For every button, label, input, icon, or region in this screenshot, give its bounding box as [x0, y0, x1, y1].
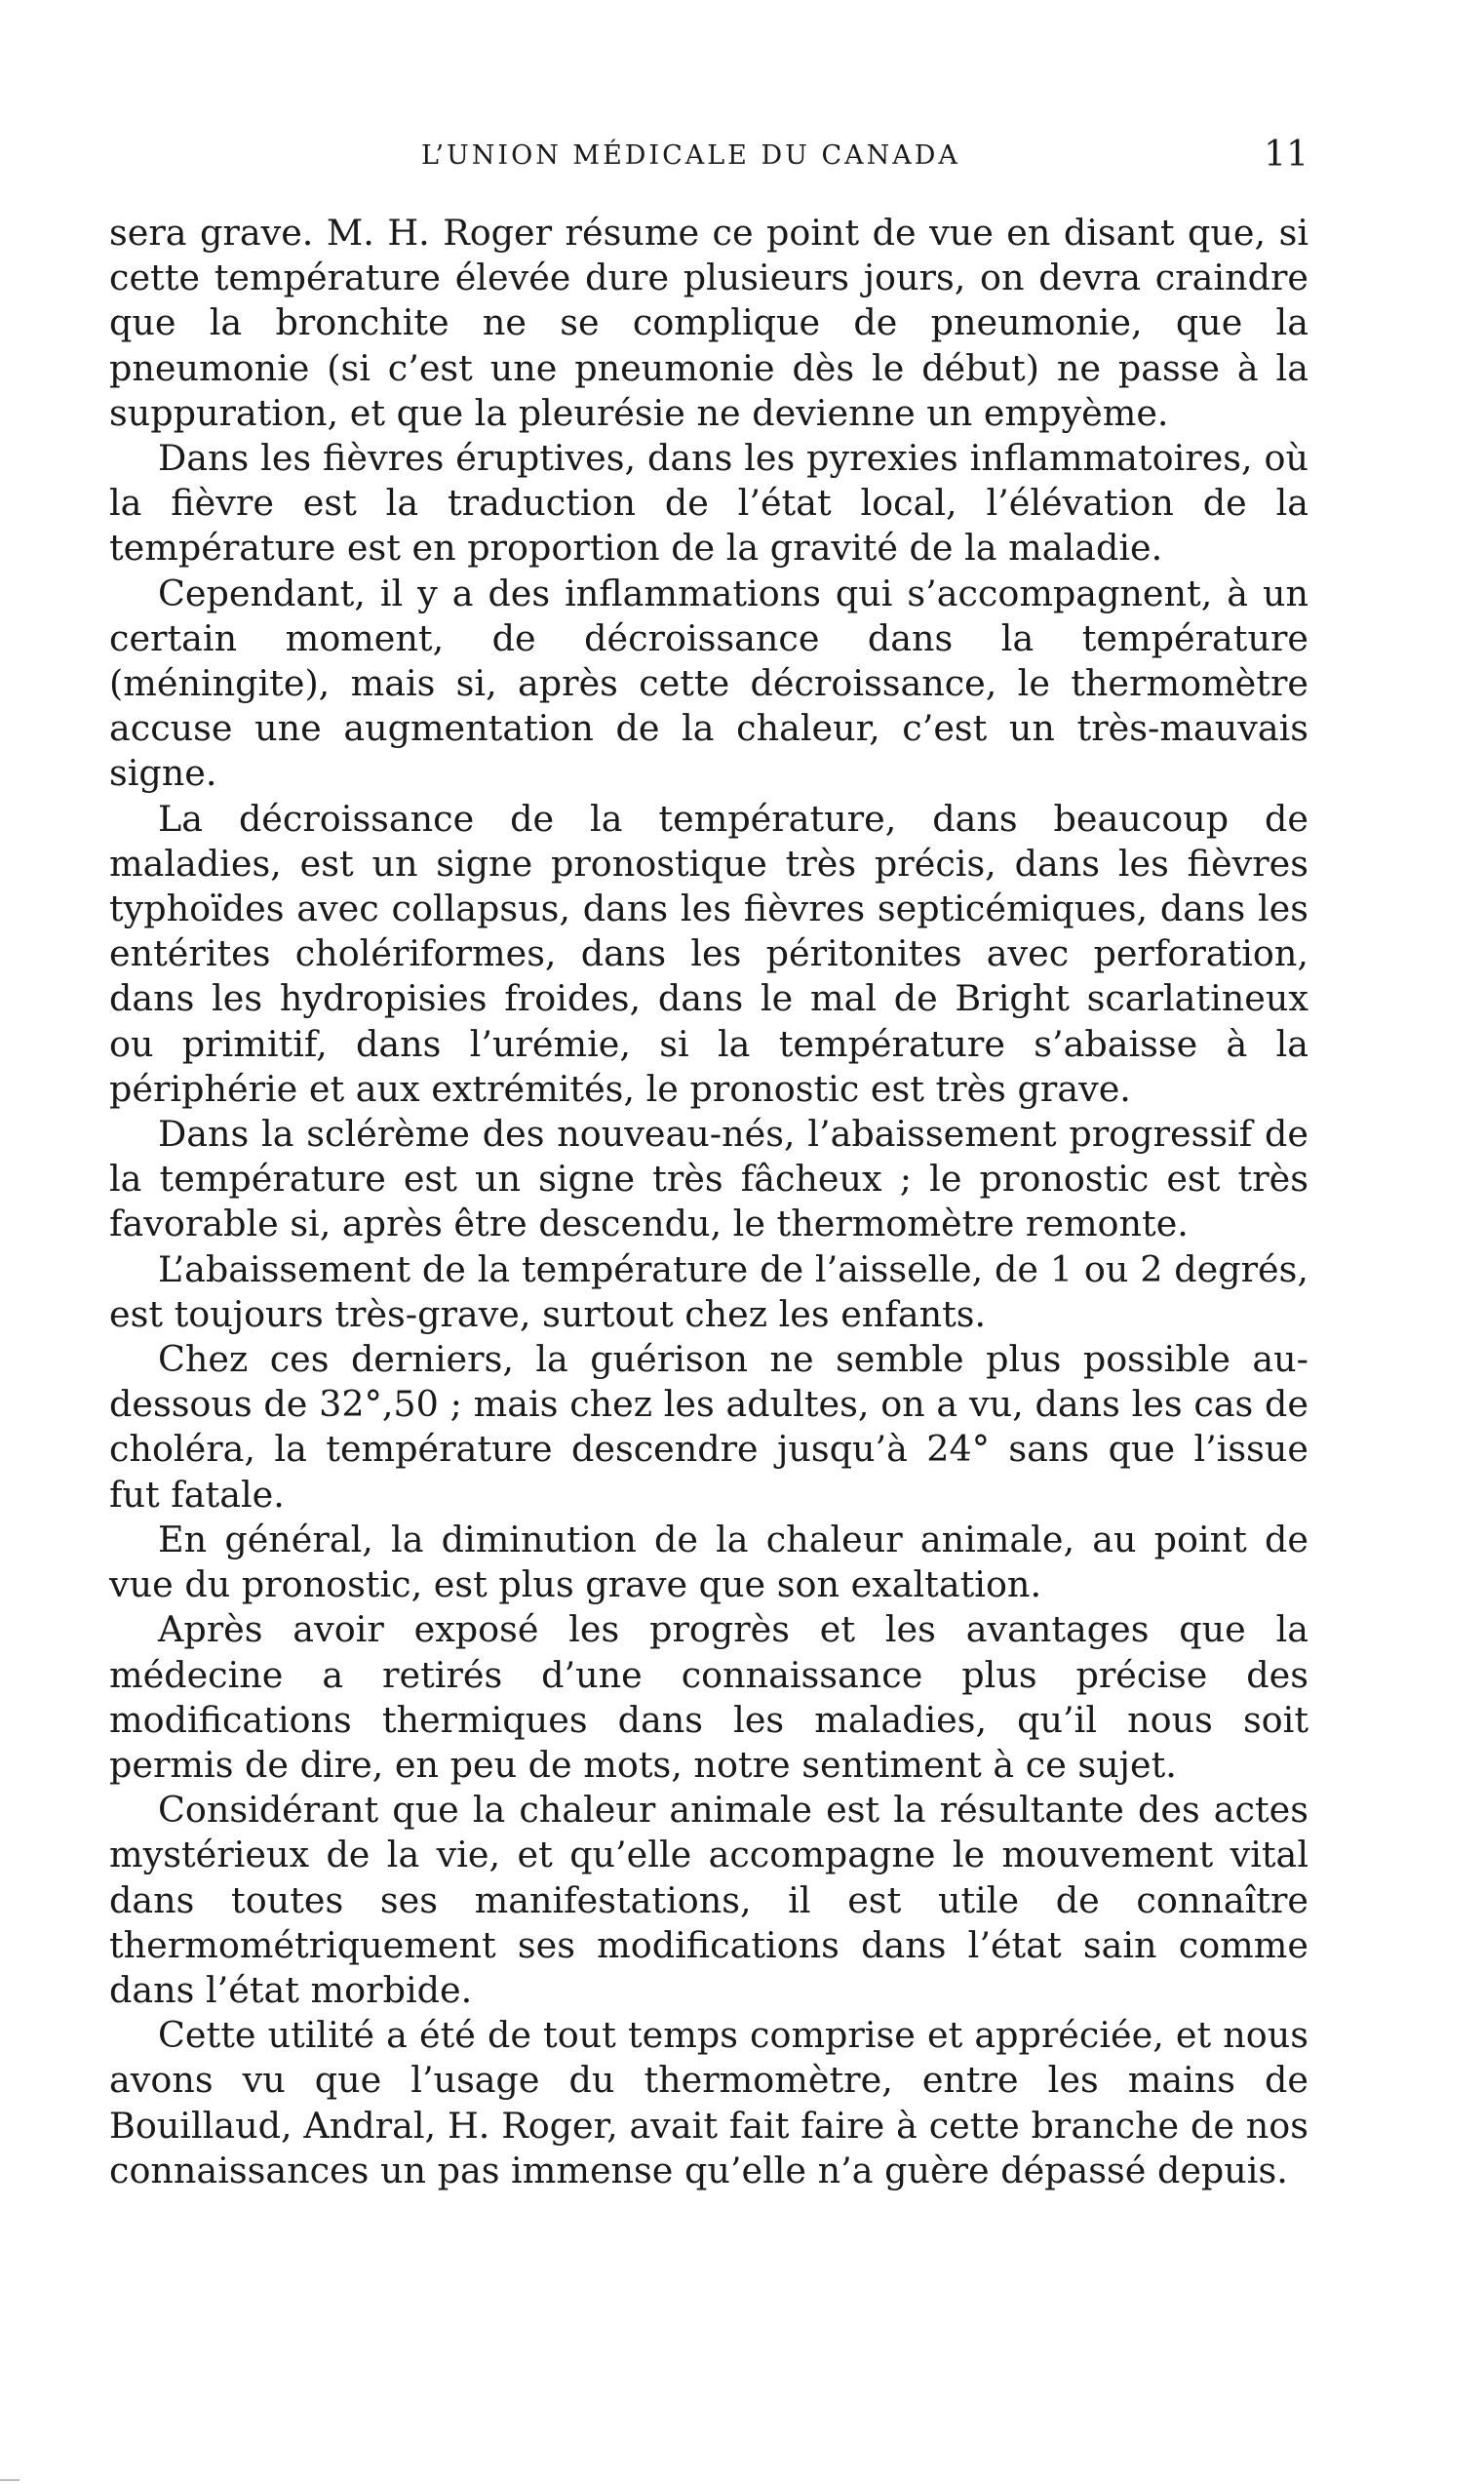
paragraph: Dans les fièvres éruptives, dans les pyrexies inflammatoires, où la fièvre est la traduction de l’état local, l’élévation de la température est en proportion de la gravité de la maladie. [109, 437, 1308, 570]
document-page [109, 127, 1308, 2193]
paragraph: Après avoir exposé les progrès et les avantages que la médecine a retirés d’une connaissance plus précise des modifications thermiques dans les maladies, qu’il nous soit permis de dire, en peu de mots, notre sentiment à ce sujet. [109, 1608, 1308, 1786]
paragraph: Dans la sclérème des nouveau-nés, l’abaissement progressif de la température est un signe très fâcheux ; le pronostic est très favorable si, après être descendu, le thermomètre remonte. [109, 1113, 1308, 1245]
page-number: 11 [1264, 135, 1308, 175]
paragraph: Chez ces derniers, la guérison ne semble plus possible au-dessous de 32°,50 ; mais chez les adultes, on a vu, dans les cas de choléra, la température descendre jusqu’à 24° sans que l’issue fut fatale. [109, 1338, 1308, 1516]
body-text [109, 211, 1308, 2193]
paragraph: sera grave. M. H. Roger résume ce point de vue en disant que, si cette température élevée dure plusieurs jours, on devra craindre que la bronchite ne se complique de pneumonie, que la pneumonie (si c’est une pneumonie dès le début) ne passe à la suppuration, et que la pleurésie ne devienne un empyème. [109, 212, 1308, 434]
paragraph: L’abaissement de la température de l’aisselle, de 1 ou 2 degrés, est toujours très-grave, surtout chez les enfants. [109, 1247, 1308, 1335]
paragraph: En général, la diminution de la chaleur animale, au point de vue du pronostic, est plus grave que son exaltation. [109, 1518, 1308, 1606]
running-title: L’UNION MÉDICALE DU CANADA [421, 140, 960, 171]
running-header [109, 127, 1308, 189]
paragraph: Cependant, il y a des inflammations qui s’accompagnent, à un certain moment, de décroissance dans la température (méningite), mais si, après cette décroissance, le thermomètre accuse une augmentation de la chaleur, c’est un très-mauvais signe. [109, 572, 1308, 795]
paragraph: Considérant que la chaleur animale est la résultante des actes mystérieux de la vie, et qu’elle accompagne le mouvement vital dans toutes ses manifestations, il est utile de connaître thermométriquement ses modifications dans l’état sain comme dans l’état morbide. [109, 1789, 1308, 2011]
paragraph: Cette utilité a été de tout temps comprise et appréciée, et nous avons vu que l’usage du thermomètre, entre les mains de Bouillaud, Andral, H. Roger, avait fait faire à cette branche de nos connaissances un pas immense qu’elle n’a guère dépassé depuis. [109, 2014, 1308, 2191]
paragraph: La décroissance de la température, dans beaucoup de maladies, est un signe pronostique très précis, dans les fièvres typhoïdes avec collapsus, dans les fièvres septicémiques, dans les entérites cholériformes, dans les péritonites avec perforation, dans les hydropisies froides, dans le mal de Bright scarlatineux ou primitif, dans l’urémie, si la température s’abaisse à la périphérie et aux extrémités, le pronostic est très grave. [109, 797, 1308, 1110]
page-edge-mark [0, 2479, 20, 2481]
